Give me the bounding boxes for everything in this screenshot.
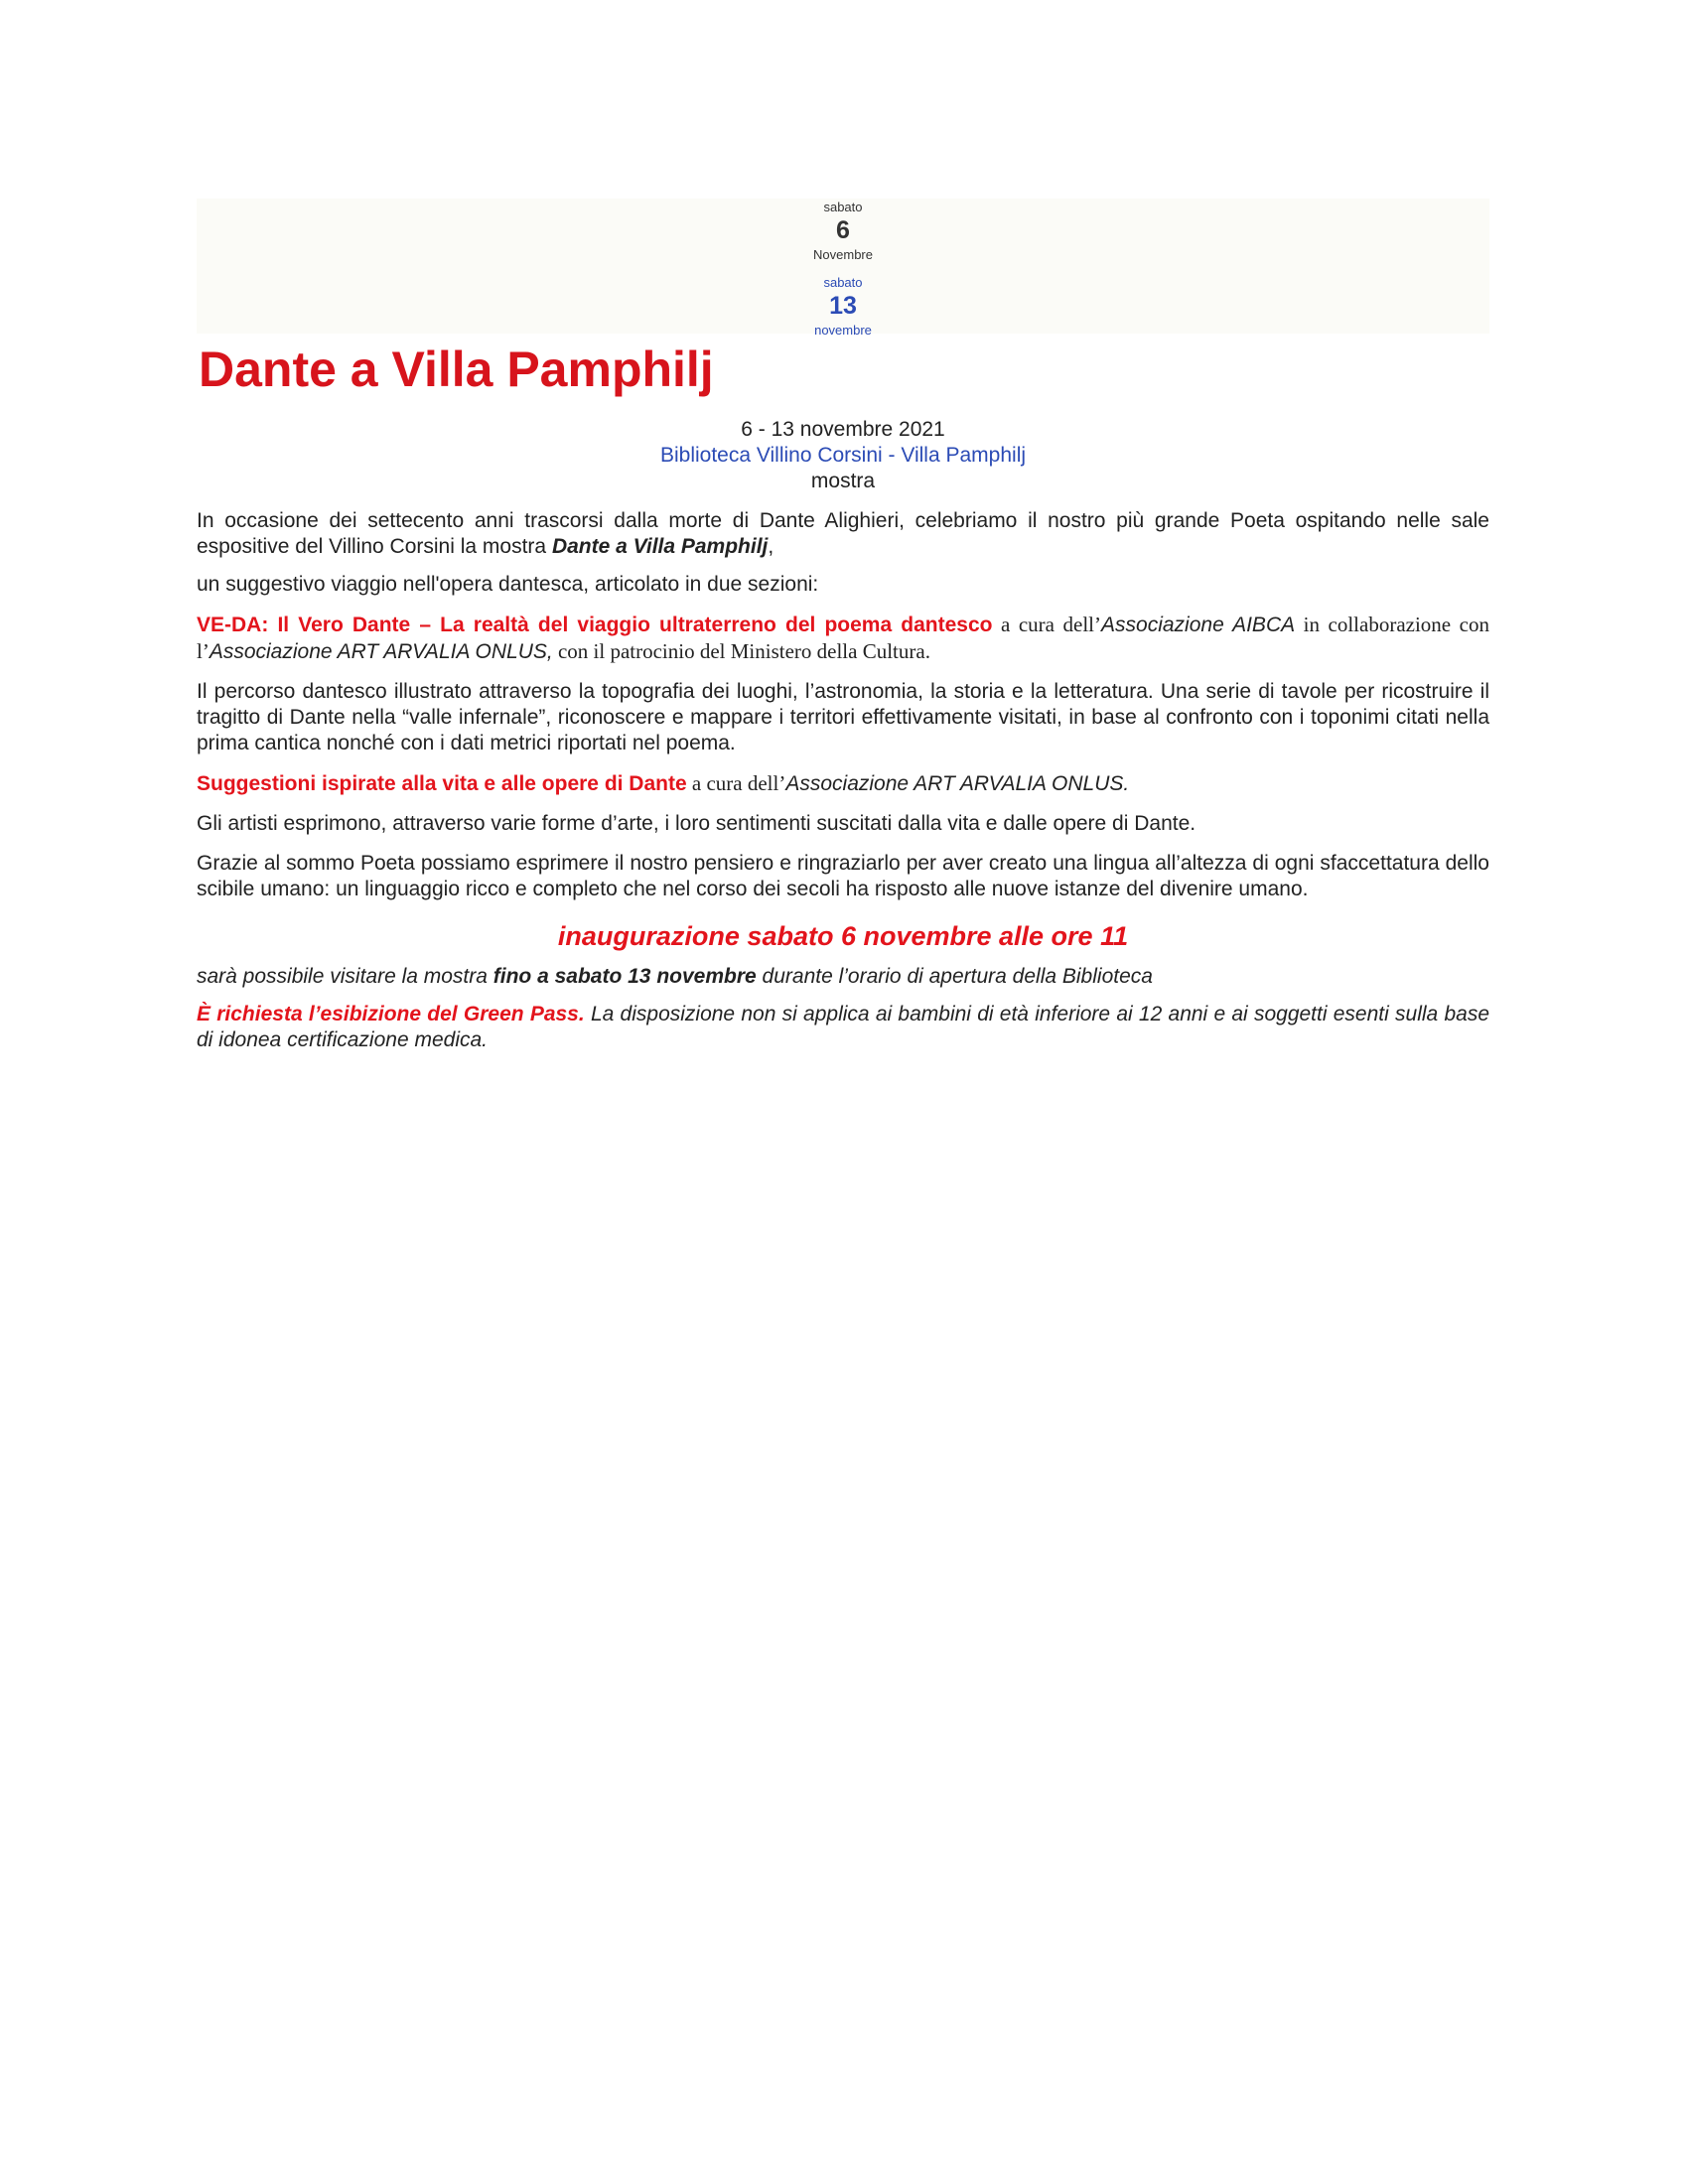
intro-paragraph [197, 508, 1489, 560]
end-date-month: novembre [814, 323, 872, 338]
date-banner [197, 199, 1489, 338]
event-type: mostra [810, 470, 876, 492]
end-date-number: 13 [829, 292, 857, 320]
section1-collab: in collaborazione con l’ [197, 613, 1489, 663]
event-info [197, 417, 1489, 494]
page-title: Dante a Villa Pamphilj [199, 341, 714, 397]
green-pass-paragraph [197, 1002, 1489, 1053]
closing-paragraph: Grazie al sommo Poeta possiamo esprimere il nostro pensiero e ringraziarlo per aver creato una lingua all’altezza di ogni sfaccettatura dello scibile umano: un linguaggio ricco e completo che nel corso dei secoli ha risposto alle nuove istanze del divenire umano. [197, 852, 1489, 900]
event-page [197, 199, 1489, 1053]
visit-paragraph [197, 964, 1489, 990]
start-date-number: 6 [836, 216, 850, 244]
visit-post: durante l’orario di apertura della Biblioteca [756, 965, 1153, 988]
section2-title: Suggestioni ispirate alla vita e alle opere di Dante [197, 772, 687, 795]
visit-pre: sarà possibile visitare la mostra [197, 965, 493, 988]
end-date-day: sabato [823, 275, 863, 290]
section2-description: Gli artisti esprimono, attraverso varie forme d’arte, i loro sentimenti suscitati dalla vita e dalle opere di Dante. [197, 812, 1196, 835]
visit-bold: fino a sabato 13 novembre [492, 965, 757, 988]
section1-patronage: con il patrocinio del Ministero della Cultura. [552, 639, 930, 663]
sections-intro: un suggestivo viaggio nell'opera dantesca, articolato in due sezioni: [197, 573, 819, 596]
section1-title: VE-DA: Il Vero Dante – La realtà del viaggio ultraterreno del poema dantesco [197, 614, 993, 636]
start-date-day: sabato [823, 200, 863, 214]
section2-paragraph [197, 770, 1489, 797]
start-date [197, 201, 1489, 261]
section1-assoc2: Associazione ART ARVALIA ONLUS, [209, 640, 553, 663]
section1-assoc1: Associazione AIBCA [1101, 614, 1296, 636]
start-date-month: Novembre [813, 247, 873, 262]
intro-end: , [768, 535, 774, 558]
event-venue-link[interactable]: Biblioteca Villino Corsini - Villa Pamphilj [659, 444, 1027, 467]
section2-curated: a cura dell’ [686, 771, 786, 795]
section2-assoc: Associazione ART ARVALIA ONLUS. [785, 772, 1130, 795]
section1-paragraph [197, 612, 1489, 665]
intro-text: In occasione dei settecento anni trascorsi dalla morte di Dante Alighieri, celebriamo il nostro più grande Poeta ospitando nelle sale espositive del Villino Corsini la mostra [197, 509, 1489, 558]
event-dates: 6 - 13 novembre 2021 [741, 418, 945, 441]
section1-description: Il percorso dantesco illustrato attraverso la topografia dei luoghi, l’astronomia, la storia e la letteratura. Una serie di tavole per ricostruire il tragitto di Dante nella “valle infernale”, riconoscere e mappare i territori effettivamente visitati, in base al confronto con i toponimi citati nella prima cantica nonché con i dati metrici riportati nel poema. [197, 680, 1489, 754]
green-pass-rest: La disposizione non si applica ai bambini di età inferiore ai 12 anni e ai soggetti esenti sulla base di idonea certificazione medica. [197, 1003, 1489, 1051]
inauguration-heading: inaugurazione sabato 6 novembre alle ore 11 [557, 921, 1129, 951]
intro-highlight: Dante a Villa Pamphilj [551, 535, 769, 558]
end-date[interactable] [197, 276, 1489, 337]
green-pass-bold: È richiesta l’esibizione del Green Pass. [197, 1003, 585, 1025]
section1-curated: a cura dell’ [992, 613, 1102, 636]
